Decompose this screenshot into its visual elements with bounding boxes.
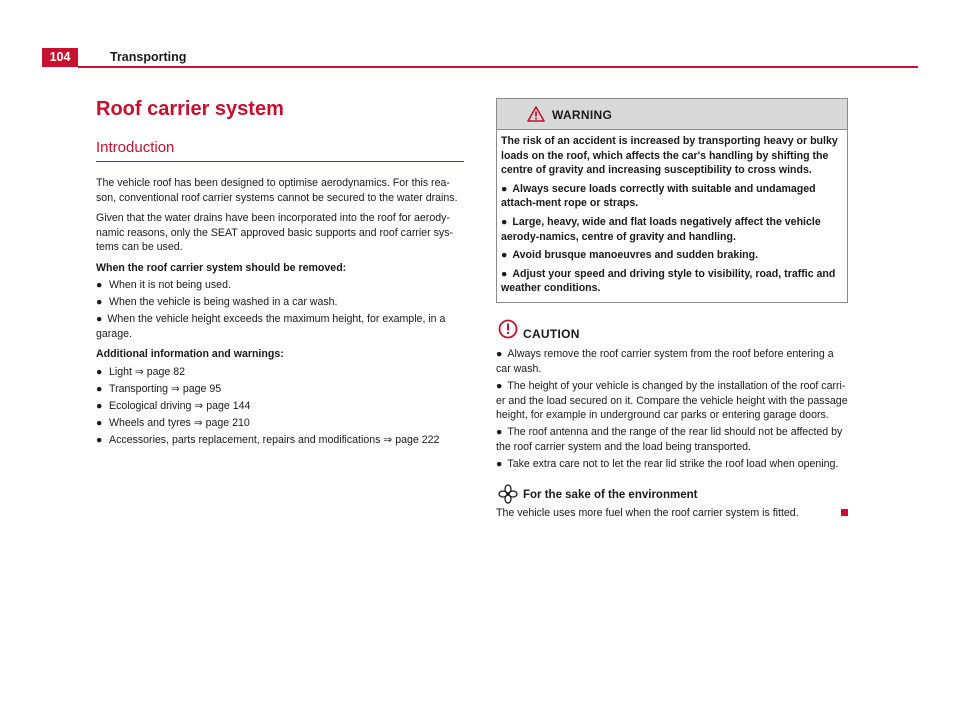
environment-header bbox=[496, 484, 848, 506]
left-column bbox=[96, 96, 464, 448]
header-rule bbox=[78, 66, 918, 68]
bullet-icon: ● bbox=[496, 426, 503, 439]
chapter-title: Transporting bbox=[110, 50, 187, 64]
bullet-icon: ● bbox=[496, 348, 503, 361]
warning-box bbox=[496, 98, 848, 303]
reference-link[interactable]: ● Wheels and tyres ⇒ page 210 bbox=[96, 416, 250, 429]
bullet-icon: ● bbox=[96, 382, 103, 395]
reference-link[interactable]: ● Light ⇒ page 82 bbox=[96, 365, 186, 378]
bullet-icon: ● bbox=[501, 215, 508, 228]
caution-exclamation-icon bbox=[498, 319, 518, 339]
warning-intro: The risk of an accident is increased by transporting heavy or bulky loads on the roof, which affects the car's handling by shifting the centre of gravity and increasing susceptibility to cross winds. bbox=[501, 135, 838, 177]
reference-link[interactable]: ● Accessories, parts replacement, repairs and modifications ⇒ page 222 bbox=[96, 433, 440, 446]
additional-heading: Additional information and warnings: bbox=[96, 348, 284, 361]
caution-item: ● Always remove the roof carrier system from the roof before entering a car wash. bbox=[496, 348, 834, 376]
section-title: Roof carrier system bbox=[96, 98, 284, 120]
caution-label: CAUTION bbox=[523, 326, 580, 341]
warning-item: ● Avoid brusque manoeuvres and sudden braking. bbox=[501, 249, 759, 262]
list-item: ● When it is not being used. bbox=[96, 279, 231, 292]
body-paragraph: Given that the water drains have been incorporated into the roof for aerody-namic reasons, only the SEAT approved basic supports and roof carrier sys-tems can be used. bbox=[96, 212, 454, 254]
warning-label: WARNING bbox=[552, 108, 613, 122]
warning-item: ● Always secure loads correctly with suitable and undamaged attach-ment rope or straps. bbox=[501, 182, 816, 210]
list-item: ● When the vehicle is being washed in a car wash. bbox=[96, 296, 338, 309]
bullet-icon: ● bbox=[496, 380, 503, 393]
bullet-icon: ● bbox=[501, 182, 508, 195]
warning-item: ● Large, heavy, wide and flat loads negatively affect the vehicle aerody-namics, centre of gravity and handling. bbox=[501, 215, 821, 243]
bullet-icon: ● bbox=[496, 458, 503, 471]
bullet-icon: ● bbox=[96, 279, 103, 292]
list-item: ● When the vehicle height exceeds the maximum height, for example, in a garage. bbox=[96, 313, 446, 340]
bullet-icon: ● bbox=[96, 296, 103, 309]
end-of-section-marker bbox=[841, 509, 848, 516]
bullet-icon: ● bbox=[96, 416, 103, 429]
bullet-icon: ● bbox=[501, 249, 508, 262]
reference-link[interactable]: ● Ecological driving ⇒ page 144 bbox=[96, 399, 251, 412]
warning-body bbox=[497, 130, 847, 302]
bullet-icon: ● bbox=[501, 267, 508, 280]
environment-leaf-icon bbox=[498, 484, 518, 504]
environment-text: The vehicle uses more fuel when the roof carrier system is fitted. bbox=[496, 506, 848, 521]
bullet-icon: ● bbox=[96, 313, 103, 326]
caution-item: ● The roof antenna and the range of the rear lid should not be affected by the roof carrier system and the load being transported. bbox=[496, 426, 843, 453]
intro-paragraph: The vehicle roof has been designed to optimise aerodynamics. For this rea-son, conventional roof carrier systems cannot be secured to the water drains. bbox=[96, 177, 458, 204]
warning-item: ● Adjust your speed and driving style to visibility, road, traffic and weather conditions. bbox=[501, 267, 836, 295]
warning-triangle-icon bbox=[527, 106, 545, 122]
environment-label: For the sake of the environment bbox=[523, 488, 698, 501]
subsection-rule bbox=[96, 161, 464, 162]
caution-item: ● The height of your vehicle is changed by the installation of the roof carri-er and the load secured on it. Compare the vehicle height with the passage height, for example in underground car parks or entering garage doors. bbox=[496, 380, 848, 422]
right-column bbox=[496, 98, 848, 520]
page-number: 104 bbox=[42, 48, 78, 67]
subsection-title: Introduction bbox=[96, 139, 175, 156]
caution-header bbox=[496, 319, 848, 345]
bullet-icon: ● bbox=[96, 433, 103, 446]
reference-link[interactable]: ● Transporting ⇒ page 95 bbox=[96, 382, 222, 395]
bullet-icon: ● bbox=[96, 399, 103, 412]
removal-heading: When the roof carrier system should be removed: bbox=[96, 261, 347, 274]
caution-item: ● Take extra care not to let the rear lid strike the roof load when opening. bbox=[496, 458, 839, 471]
warning-header bbox=[497, 99, 847, 130]
bullet-icon: ● bbox=[96, 365, 103, 378]
